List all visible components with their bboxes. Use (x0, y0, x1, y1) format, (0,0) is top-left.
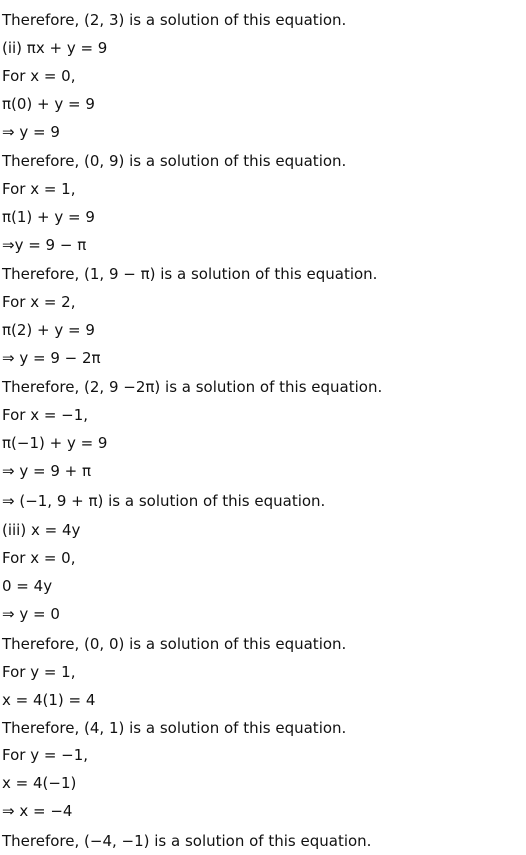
text-line: π(1) + y = 9 (2, 208, 95, 226)
text-line: Therefore, (1, 9 − π) is a solution of this equation. (2, 265, 378, 283)
text-line: For y = −1, (2, 746, 89, 764)
text-line: ⇒ y = 0 (2, 605, 60, 623)
text-line: ⇒ (−1, 9 + π) is a solution of this equation. (2, 492, 326, 510)
text-line: Therefore, (−4, −1) is a solution of this equation. (2, 832, 372, 850)
text-line: π(2) + y = 9 (2, 321, 95, 339)
text-line: 0 = 4y (2, 577, 53, 595)
text-line: For y = 1, (2, 663, 76, 681)
text-line: Therefore, (0, 9) is a solution of this equation. (2, 152, 347, 170)
text-line: Therefore, (4, 1) is a solution of this equation. (2, 719, 347, 737)
text-line: For x = 0, (2, 549, 76, 567)
text-line: Therefore, (2, 9 −2π) is a solution of this equation. (2, 378, 383, 396)
text-line: For x = 2, (2, 293, 76, 311)
text-line: ⇒ y = 9 + π (2, 462, 91, 480)
section-heading-iii: (iii) x = 4y (2, 521, 81, 539)
text-line: π(0) + y = 9 (2, 95, 95, 113)
section-heading-ii: (ii) πx + y = 9 (2, 39, 108, 57)
text-line: ⇒y = 9 − π (2, 236, 87, 254)
text-line: π(−1) + y = 9 (2, 434, 108, 452)
text-line: ⇒ y = 9 (2, 123, 60, 141)
text-line: ⇒ y = 9 − 2π (2, 349, 101, 367)
text-line: Therefore, (2, 3) is a solution of this equation. (2, 11, 347, 29)
text-line: ⇒ x = −4 (2, 802, 73, 820)
text-line: Therefore, (0, 0) is a solution of this equation. (2, 635, 347, 653)
text-line: For x = 0, (2, 67, 76, 85)
text-line: For x = 1, (2, 180, 76, 198)
text-line: x = 4(1) = 4 (2, 691, 96, 709)
text-line: x = 4(−1) (2, 774, 77, 792)
text-line: For x = −1, (2, 406, 89, 424)
